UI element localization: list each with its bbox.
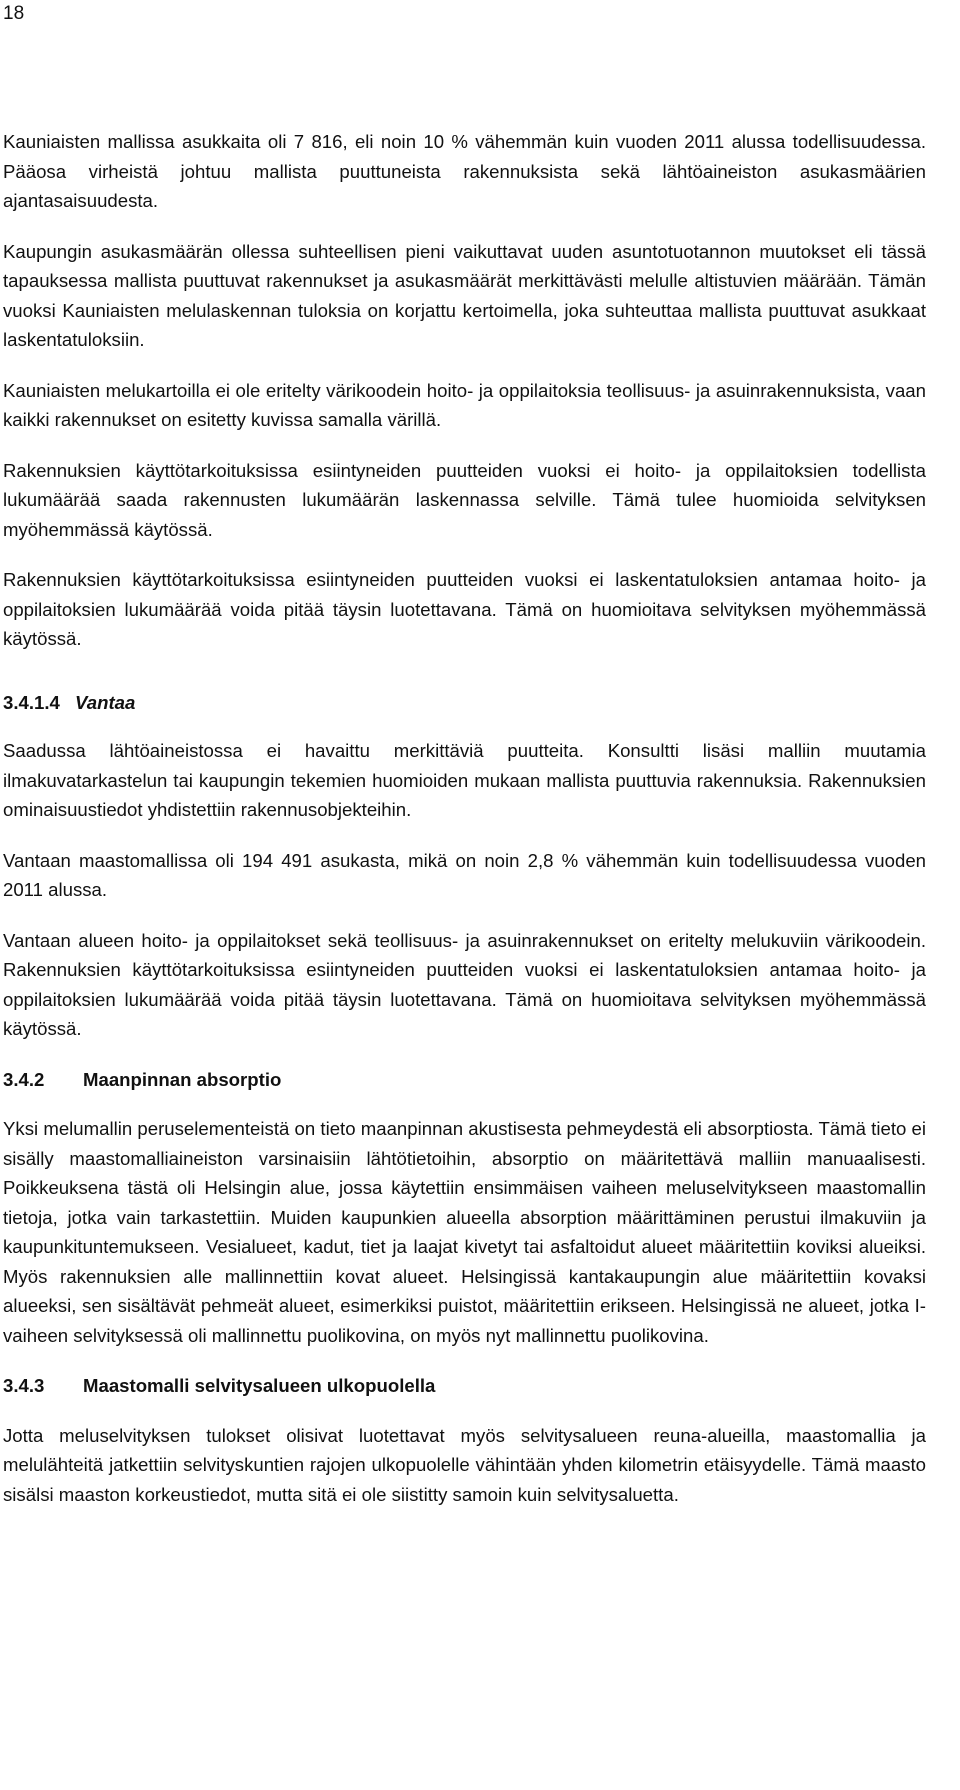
section-title: Maastomalli selvitysalueen ulkopuolella <box>83 1375 436 1396</box>
page-body <box>3 127 926 1530</box>
paragraph: Saadussa lähtöaineistossa ei havaittu merkittäviä puutteita. Konsultti lisäsi malliin muutamia ilmakuvatarkastelun tai kaupungin tekemien huomioiden mukaan mallista puuttuvia rakennuksia. Rakennuksien ominaisuustiedot yhdistettiin rakennusobjekteihin. <box>3 740 926 820</box>
paragraph: Kauniaisten melukartoilla ei ole eritelty värikoodein hoito- ja oppilaitoksia teollisuus- ja asuinrakennuksista, vaan kaikki rakennukset on esitetty kuvissa samalla värillä. <box>3 379 926 430</box>
paragraph: Yksi melumallin peruselementeistä on tieto maanpinnan akustisesta pehmeydestä eli absorptiosta. Tämä tieto ei sisälly maastomalliaineiston varsinaisiin lähtötietoihin, absorptio on määritettävä malliin manuaalisesti. Poikkeuksena tästä oli Helsingin alue, jossa käytettiin ensimmäisen vaiheen meluselvitykseen maastomallin tietoja, jotka vain tarkastettiin. Muiden kaupunkien alueella absorption määrittäminen perustui ilmakuviin ja kaupunkituntemukseen. Vesialueet, kadut, tiet ja laajat kivetyt tai asfaltoidut alueet määritettiin koviksi alueiksi. Myös rakennuksien alle mallinnettiin kovat alueet. Helsingissä kantakaupungin alue määritettiin kovaksi alueeksi, sen sisältävät pehmeät alueet, esimerkiksi puistot, määritettiin erikseen. Helsingissä ne alueet, jotka I-vaiheen selvityksessä oli mallinnettu puolikovina, on myös nyt mallinnettu puolikovina. <box>3 1118 926 1346</box>
paragraph: Rakennuksien käyttötarkoituksissa esiintyneiden puutteiden vuoksi ei hoito- ja oppilaitoksien todellista lukumäärää saada rakennusten lukumäärän laskennassa selville. Tämä tulee huomioida selvityksen myöhemmässä käytössä. <box>3 459 926 540</box>
section-title: Maanpinnan absorptio <box>83 1068 282 1090</box>
page-number: 18 <box>3 3 25 24</box>
paragraph: Rakennuksien käyttötarkoituksissa esiintyneiden puutteiden vuoksi ei laskentatuloksien antamaa hoito- ja oppilaitoksien lukumäärää voida pitää täysin luotettavana. Tämä on huomioitava selvityksen myöhemmässä käytössä. <box>3 569 926 649</box>
section-number: 3.4.2 <box>3 1068 45 1090</box>
paragraph: Vantaan maastomallissa oli 194 491 asukasta, mikä on noin 2,8 % vähemmän kuin todellisuudessa vuoden 2011 alussa. <box>3 849 926 900</box>
section-number: 3.4.3 <box>3 1375 45 1396</box>
paragraph: Vantaan alueen hoito- ja oppilaitokset sekä teollisuus- ja asuinrakennukset on eritelty melukuviin värikoodein. Rakennuksien käyttötarkoituksissa esiintyneiden puutteiden vuoksi ei laskentatuloksien antamaa hoito- ja oppilaitoksien lukumäärää voida pitää täysin luotettavana. Tämä on huomioitava selvityksen myöhemmässä käytössä. <box>3 929 926 1039</box>
section-title: Vantaa <box>75 691 136 713</box>
section-heading-absorption <box>3 1065 926 1095</box>
section-heading-vantaa <box>3 688 926 718</box>
paragraph: Kaupungin asukasmäärän ollessa suhteellisen pieni vaikuttavat uuden asuntotuotannon muutokset eli tässä tapauksessa mallista puuttuvat rakennukset ja asukasmäärät merkittävästi melulle altistuvien määrään. Tämän vuoksi Kauniaisten melulaskennan tuloksia on korjattu kertoimella, joka suhteuttaa mallista puuttuvat asukkaat laskentatuloksiin. <box>3 240 926 350</box>
section-number: 3.4.1.4 <box>3 691 60 713</box>
paragraph: Kauniaisten mallissa asukkaita oli 7 816, eli noin 10 % vähemmän kuin vuoden 2011 alussa todellisuudessa. Pääosa virheistä johtuu mallista puuttuneista rakennuksista sekä lähtöaineiston asukasmäärien ajantasaisuudesta. <box>3 131 926 211</box>
paragraph: Jotta meluselvityksen tulokset olisivat luotettavat myös selvitysalueen reuna-alueilla, maastomallia ja melulähteitä jatkettiin selvityskuntien rajojen ulkopuolelle vähintään yhden kilometrin etäisyydelle. Tämä maasto sisälsi maaston korkeustiedot, mutta sitä ei ole siistitty samoin kuin selvitysaluetta. <box>3 1424 926 1505</box>
section-heading-terrain-outside <box>3 1371 926 1401</box>
